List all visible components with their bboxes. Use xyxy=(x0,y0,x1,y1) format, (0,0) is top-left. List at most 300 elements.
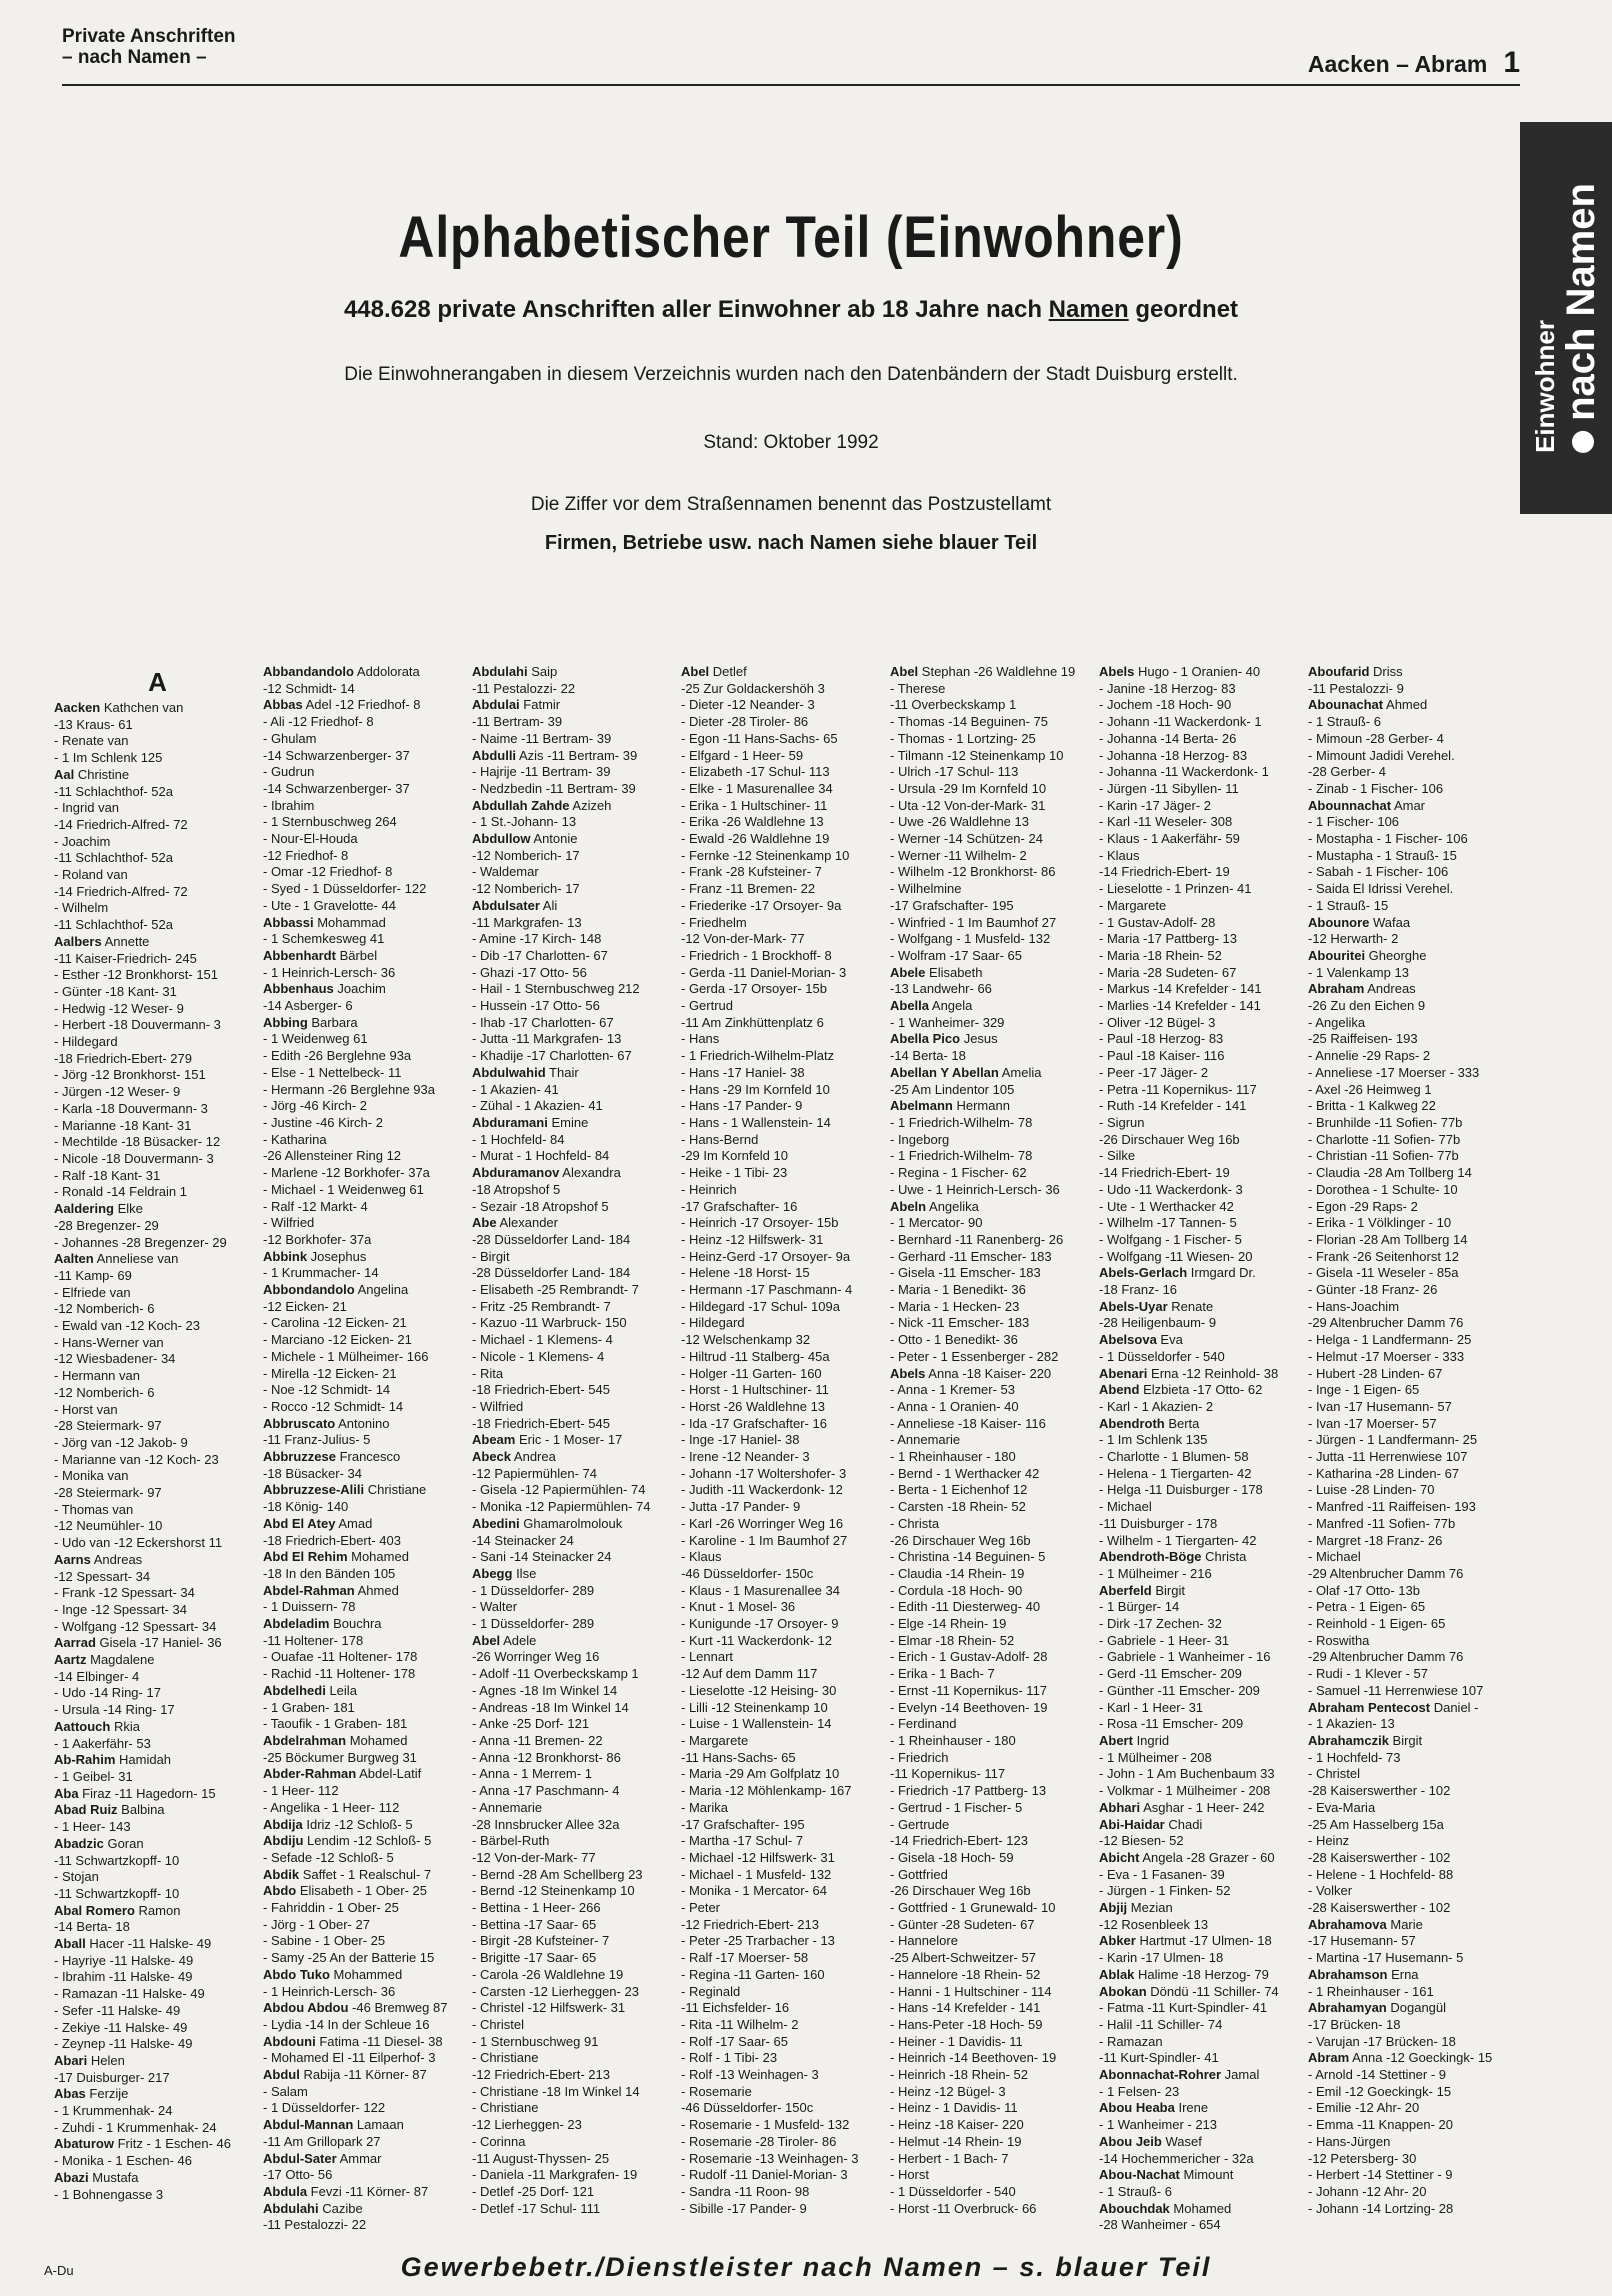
directory-entry: -12 Petersberg- 30 xyxy=(1308,2150,1417,2166)
directory-entry: - Friedhelm xyxy=(681,914,747,930)
surname-heading: Abouchdak xyxy=(1099,2200,1170,2216)
surname-heading: Abegg xyxy=(472,1565,513,1581)
directory-entry: - Janine -18 Herzog- 83 xyxy=(1099,680,1236,696)
directory-entry: - Maria - 1 Benedikt- 36 xyxy=(890,1282,1026,1298)
directory-columns xyxy=(54,664,1522,2240)
surname-heading: Abduramani xyxy=(472,1114,548,1130)
surname-heading: Abrahamova xyxy=(1308,1916,1387,1932)
directory-entry: - Dirk -17 Zechen- 32 xyxy=(1099,1616,1222,1632)
directory-entry: Abal Romero Ramon xyxy=(54,1902,181,1918)
directory-entry: - Erika - 1 Völklinger - 10 xyxy=(1308,1215,1452,1231)
directory-entry: - Else - 1 Nettelbeck- 11 xyxy=(263,1064,402,1080)
directory-entry: - Evelyn -14 Beethoven- 19 xyxy=(890,1699,1048,1715)
directory-entry: Abbenhardt Bärbel xyxy=(263,947,378,963)
directory-entry: - Rosemarie -28 Tiroler- 86 xyxy=(681,2133,837,2149)
surname-heading: Abari xyxy=(54,2052,88,2068)
directory-entry: - Wilhelmine xyxy=(890,881,962,897)
directory-entry: - 1 Friedrich-Wilhelm- 78 xyxy=(890,1148,1033,1164)
directory-entry: -13 Kraus- 61 xyxy=(54,716,133,732)
surname-heading: Abdeladim xyxy=(263,1616,330,1632)
page-number: 1 xyxy=(1503,46,1520,79)
directory-column xyxy=(1308,664,1515,2240)
directory-entry: - Mohamed El -11 Eilperhof- 3 xyxy=(263,2050,436,2066)
directory-entry: - Michael -12 Hilfswerk- 31 xyxy=(681,1849,835,1865)
directory-entry: - 1 Bohnengasse 3 xyxy=(54,2186,164,2202)
directory-entry: Abele Elisabeth xyxy=(890,964,983,980)
directory-entry: Abdel-Rahman Ahmed xyxy=(263,1582,399,1598)
directory-entry: - 1 Im Schlenk 125 xyxy=(54,750,163,766)
directory-entry: -28 Wanheimer - 654 xyxy=(1099,2217,1221,2233)
directory-entry: - Holger -11 Garten- 160 xyxy=(681,1365,822,1381)
directory-entry: Abeln Angelika xyxy=(890,1198,979,1214)
directory-entry: -11 Am Grillopark 27 xyxy=(263,2133,381,2149)
directory-entry: - Anneliese -17 Moerser - 333 xyxy=(1308,1064,1480,1080)
directory-entry: - Arnold -14 Stettiner - 9 xyxy=(1308,2067,1447,2083)
directory-entry: - 1 Düsseldorfer- 289 xyxy=(472,1616,595,1632)
surname-heading: Abendroth xyxy=(1099,1415,1165,1431)
surname-heading: Abbondandolo xyxy=(263,1282,355,1298)
directory-entry: - 1 Düsseldorfer- 122 xyxy=(263,2100,386,2116)
directory-entry: -11 Kaiser-Friedrich- 245 xyxy=(54,950,197,966)
directory-entry: - Carsten -12 Lierheggen- 23 xyxy=(472,1983,639,1999)
surname-heading: Abbruzzese xyxy=(263,1449,336,1465)
directory-entry: - Marianne -18 Kant- 31 xyxy=(54,1117,192,1133)
directory-entry: Abdeladim Bouchra xyxy=(263,1616,382,1632)
directory-entry: -29 Altenbrucher Damm 76 xyxy=(1308,1565,1464,1581)
directory-entry: - Corinna xyxy=(472,2133,526,2149)
directory-entry: -18 Atropshof 5 xyxy=(472,1181,561,1197)
directory-entry: Abbing Barbara xyxy=(263,1014,358,1030)
directory-entry: Abounnachat Amar xyxy=(1308,797,1426,813)
directory-entry: Abonnachat-Rohrer Jamal xyxy=(1099,2067,1260,2083)
directory-entry: - Marlies -14 Krefelder - 141 xyxy=(1099,998,1261,1014)
directory-entry: - Jochem -18 Hoch- 90 xyxy=(1099,697,1232,713)
directory-entry: Abdulai Fatmir xyxy=(472,697,561,713)
directory-entry: - Wilhelm - 1 Tiergarten- 42 xyxy=(1099,1532,1257,1548)
directory-entry: Abend Elzbieta -17 Otto- 62 xyxy=(1099,1382,1263,1398)
directory-entry: - Günther -11 Emscher- 209 xyxy=(1099,1682,1260,1698)
directory-entry: Abdulahi Cazibe xyxy=(263,2200,363,2216)
directory-entry: - Jutta -17 Pander- 9 xyxy=(681,1499,801,1515)
directory-entry: - 1 Wanheimer- 329 xyxy=(890,1014,1005,1030)
directory-entry: - Elfriede van xyxy=(54,1284,131,1300)
directory-entry: - Gertrud xyxy=(681,998,734,1014)
directory-entry: - Murat - 1 Hochfeld- 84 xyxy=(472,1148,610,1164)
directory-entry: - Karl -26 Worringer Weg 16 xyxy=(681,1515,844,1531)
directory-entry: - 1 Felsen- 23 xyxy=(1099,2083,1180,2099)
directory-entry: - Regina - 1 Fischer- 62 xyxy=(890,1165,1027,1181)
directory-entry: -46 Düsseldorfer- 150c xyxy=(681,1565,814,1581)
directory-entry: - 1 Bürger- 14 xyxy=(1099,1599,1180,1615)
directory-entry: - Judith -11 Wackerdonk- 12 xyxy=(681,1482,843,1498)
directory-entry: - Ibrahim xyxy=(263,797,315,813)
directory-entry: - Elizabeth -17 Schul- 113 xyxy=(681,764,830,780)
directory-entry: - Karoline - 1 Im Baumhof 27 xyxy=(681,1532,848,1548)
surname-heading: Abdelhedi xyxy=(263,1682,326,1698)
directory-entry: -11 Schlachthof- 52a xyxy=(54,850,173,866)
directory-entry: Aba Firaz -11 Hagedorn- 15 xyxy=(54,1785,216,1801)
surname-heading: Abounachat xyxy=(1308,697,1384,713)
directory-entry: - Sigrun xyxy=(1099,1114,1145,1130)
directory-entry: - Johann -17 Woltershofer- 3 xyxy=(681,1465,847,1481)
directory-entry: - Marciano -12 Eicken- 21 xyxy=(263,1332,412,1348)
surname-heading: Aboufarid xyxy=(1308,664,1370,679)
directory-entry: Aboufarid Driss xyxy=(1308,664,1403,679)
surname-heading: Abdiju xyxy=(263,1833,304,1849)
surname-heading: Abou Jeib xyxy=(1099,2133,1162,2149)
directory-entry: - 1 Heinrich-Lersch- 36 xyxy=(263,964,396,980)
directory-entry: - Ronald -14 Feldrain 1 xyxy=(54,1184,187,1200)
section-tab-line-1: Einwohner xyxy=(1530,320,1560,453)
directory-entry: - Margarete xyxy=(681,1733,749,1748)
directory-entry: - Dib -17 Charlotten- 67 xyxy=(472,947,608,963)
directory-entry: - Johann -14 Lortzing- 28 xyxy=(1308,2200,1454,2216)
directory-entry: - Hildegard xyxy=(54,1034,118,1050)
directory-entry: - Halil -11 Schiller- 74 xyxy=(1099,2016,1223,2032)
directory-entry: - Johann -12 Ahr- 20 xyxy=(1308,2183,1427,2199)
directory-entry: - Luise - 1 Wallenstein- 14 xyxy=(681,1716,832,1732)
directory-entry: - Maria - 1 Hecken- 23 xyxy=(890,1298,1020,1314)
directory-entry: - Maria -18 Rhein- 52 xyxy=(1099,947,1222,963)
directory-entry: - Herbert -18 Douvermann- 3 xyxy=(54,1017,221,1033)
directory-entry: -12 Papiermühlen- 74 xyxy=(472,1465,598,1481)
directory-entry: Abbas Adel -12 Friedhof- 8 xyxy=(263,697,421,713)
directory-entry: - Maria -28 Sudeten- 67 xyxy=(1099,964,1237,980)
directory-entry: -12 Auf dem Damm 117 xyxy=(681,1666,818,1682)
directory-entry: - Jürgen -11 Sibyllen- 11 xyxy=(1099,780,1239,796)
directory-entry: - Johanna -18 Herzog- 83 xyxy=(1099,747,1248,763)
directory-entry: - Michael xyxy=(1308,1549,1361,1565)
directory-entry: -12 Eicken- 21 xyxy=(263,1298,347,1314)
surname-heading: Abel xyxy=(681,664,710,679)
page-subtitle xyxy=(62,296,1520,324)
directory-entry: -28 Kaiserswerther - 102 xyxy=(1308,1783,1451,1799)
surname-heading: Abbassi xyxy=(263,914,314,930)
directory-entry: Abegg Ilse xyxy=(472,1565,537,1581)
directory-entry: Ablak Halime -18 Herzog- 79 xyxy=(1099,1966,1269,1982)
surname-heading: Abdul xyxy=(263,2067,300,2083)
directory-entry: - 1 Friedrich-Wilhelm-Platz xyxy=(681,1048,835,1064)
directory-entry: - Annelie -29 Raps- 2 xyxy=(1308,1048,1431,1064)
directory-entry: -14 Berta- 18 xyxy=(890,1048,966,1064)
directory-entry: -12 Rosenbleek 13 xyxy=(1099,1916,1209,1932)
directory-entry: -12 Nomberich- 17 xyxy=(472,881,580,897)
directory-entry: - Christel xyxy=(1308,1766,1361,1782)
directory-entry: -11 Schlachthof- 52a xyxy=(54,917,173,933)
directory-entry: - Brigitte -17 Saar- 65 xyxy=(472,1950,597,1966)
directory-entry: Abella Pico Jesus xyxy=(890,1031,998,1047)
directory-entry: - Zühal - 1 Akazien- 41 xyxy=(472,1098,603,1114)
directory-entry: - Heinrich -18 Rhein- 52 xyxy=(890,2067,1029,2083)
surname-heading: Abicht xyxy=(1099,1849,1140,1865)
directory-entry: - Helene -18 Horst- 15 xyxy=(681,1265,810,1281)
directory-entry: Abels-Uyar Renate xyxy=(1099,1298,1214,1314)
directory-entry: - Wolfgang - 1 Musfeld- 132 xyxy=(890,931,1051,947)
surname-heading: Abdulsater xyxy=(472,897,540,913)
directory-entry: Aattouch Rkia xyxy=(54,1718,140,1734)
directory-entry: - Emil -12 Goeckingk- 15 xyxy=(1308,2083,1452,2099)
directory-entry: - Saida El Idrissi Verehel. xyxy=(1308,881,1454,897)
directory-entry: - Günter -18 Franz- 26 xyxy=(1308,1282,1438,1298)
directory-entry: - Gisela -18 Hoch- 59 xyxy=(890,1849,1014,1865)
surname-heading: Aartz xyxy=(54,1652,87,1668)
directory-entry: Abbassi Mohammad xyxy=(263,914,386,930)
directory-entry: - Zuhdi - 1 Krummenhak- 24 xyxy=(54,2119,217,2135)
directory-entry: - Erika - 1 Bach- 7 xyxy=(890,1666,995,1682)
directory-entry: - Esther -12 Bronkhorst- 151 xyxy=(54,967,219,983)
surname-heading: Abd El Atey xyxy=(263,1515,336,1531)
directory-entry: - Rosemarie xyxy=(681,2083,752,2099)
directory-entry: - Bärbel-Ruth xyxy=(472,1833,550,1849)
surname-heading: Abaturow xyxy=(54,2136,114,2152)
surname-heading: Abdul-Mannan xyxy=(263,2117,354,2133)
surname-heading: Abi-Haidar xyxy=(1099,1816,1165,1832)
directory-entry: - 1 Sternbuschweg 91 xyxy=(472,2033,599,2049)
directory-entry: -28 Kaiserswerther - 102 xyxy=(1308,1900,1451,1916)
directory-entry: - Erich - 1 Gustav-Adolf- 28 xyxy=(890,1649,1048,1665)
directory-entry: - Hans -29 Im Kornfeld 10 xyxy=(681,1081,830,1097)
directory-entry: - Wolfgang -12 Spessart- 34 xyxy=(54,1618,217,1634)
surname-heading: Abel xyxy=(472,1632,501,1648)
directory-entry: - Gabriele - 1 Wanheimer - 16 xyxy=(1099,1649,1271,1665)
header-range: Aacken – Abram xyxy=(1307,51,1488,77)
directory-entry: - Birgit xyxy=(472,1248,510,1264)
directory-entry: - Margarete xyxy=(1099,897,1167,913)
directory-entry: - Gerda -17 Orsoyer- 15b xyxy=(681,981,827,997)
directory-entry: - Nour-El-Houda xyxy=(263,831,358,847)
directory-entry: Abdou Abdou -46 Bremweg 87 xyxy=(263,2000,448,2016)
directory-entry: - Kazuo -11 Warbruck- 150 xyxy=(472,1315,627,1331)
directory-entry: - Hermann -26 Berglehne 93a xyxy=(263,1081,435,1097)
directory-entry: - Heinz - 1 Davidis- 11 xyxy=(890,2100,1018,2116)
directory-entry: - Horst -11 Overbruck- 66 xyxy=(890,2200,1037,2216)
directory-entry: Abraham Pentecost Daniel - xyxy=(1308,1699,1479,1715)
directory-entry: - 1 Düsseldorfer - 540 xyxy=(890,2183,1016,2199)
directory-entry: - Angelika - 1 Heer- 112 xyxy=(263,1799,400,1815)
surname-heading: Abbruzzese-Alili xyxy=(263,1482,365,1498)
directory-entry: - Karl - 1 Akazien- 2 xyxy=(1099,1398,1214,1414)
directory-entry: - Jutta -11 Herrenwiese 107 xyxy=(1308,1449,1468,1465)
directory-entry: -18 König- 140 xyxy=(263,1499,349,1515)
directory-entry: - Günter -28 Sudeten- 67 xyxy=(890,1916,1035,1932)
directory-entry: Abram Anna -12 Goeckingk- 15 xyxy=(1308,2050,1493,2066)
intro-stand: Stand: Oktober 1992 xyxy=(703,432,879,453)
directory-entry: - Varujan -17 Brücken- 18 xyxy=(1308,2033,1456,2049)
surname-heading: Abele xyxy=(890,964,926,980)
directory-entry: - Inge - 1 Eigen- 65 xyxy=(1308,1382,1420,1398)
surname-heading: Abker xyxy=(1099,1933,1136,1949)
directory-entry: Abjij Mezian xyxy=(1099,1900,1173,1916)
directory-entry: - Ihab -17 Charlotten- 67 xyxy=(472,1014,614,1030)
directory-entry: - Jürgen - 1 Finken- 52 xyxy=(1099,1883,1231,1899)
directory-entry: - Heinz -18 Kaiser- 220 xyxy=(890,2117,1024,2133)
directory-entry: -11 Holtener- 178 xyxy=(263,1632,364,1648)
directory-entry: - Hans -14 Krefelder - 141 xyxy=(890,2000,1041,2016)
surname-heading: Abd El Rehim xyxy=(263,1549,348,1565)
directory-entry: - Katharina -28 Linden- 67 xyxy=(1308,1465,1460,1481)
directory-entry: - John - 1 Am Buchenbaum 33 xyxy=(1099,1766,1275,1782)
directory-entry: - Friedrich -17 Pattberg- 13 xyxy=(890,1783,1047,1799)
directory-entry: Abbruzzese-Alili Christiane xyxy=(263,1482,427,1498)
directory-entry: -29 Im Kornfeld 10 xyxy=(681,1148,788,1164)
directory-entry: -11 Kurt-Spindler- 41 xyxy=(1099,2050,1219,2066)
directory-entry: - Peter -25 Trarbacher - 13 xyxy=(681,1933,835,1949)
directory-entry: - 1 Sternbuschweg 264 xyxy=(263,814,397,830)
directory-entry: - Rosa -11 Emscher- 209 xyxy=(1099,1716,1244,1732)
directory-entry: - Hans - 1 Wallenstein- 14 xyxy=(681,1114,831,1130)
directory-entry: Abbruscato Antonino xyxy=(263,1415,390,1431)
surname-heading: Abdija xyxy=(263,1816,303,1832)
directory-entry: - Michael xyxy=(1099,1499,1152,1515)
directory-entry: Abels Hugo - 1 Oranien- 40 xyxy=(1099,664,1261,679)
directory-entry: - Omar -12 Friedhof- 8 xyxy=(263,864,393,880)
surname-heading: Abdo Tuko xyxy=(263,1966,330,1982)
directory-entry: - 1 Rheinhauser - 161 xyxy=(1308,1983,1434,1999)
directory-entry: Abeck Andrea xyxy=(472,1449,556,1465)
directory-entry: Aaldering Elke xyxy=(54,1201,143,1217)
directory-entry: - Axel -26 Heimweg 1 xyxy=(1308,1081,1432,1097)
directory-entry: - Elisabeth -25 Rembrandt- 7 xyxy=(472,1282,639,1298)
directory-entry: - Nicole - 1 Klemens- 4 xyxy=(472,1348,605,1364)
directory-entry: Abrahamson Erna xyxy=(1308,1966,1419,1982)
directory-entry: -28 Steiermark- 97 xyxy=(54,1485,162,1501)
directory-entry: - Hermann van xyxy=(54,1368,140,1384)
directory-entry: - Lennart xyxy=(681,1649,734,1665)
directory-entry: - Franz -11 Bremen- 22 xyxy=(681,881,816,897)
directory-entry: -28 Steiermark- 97 xyxy=(54,1418,162,1434)
directory-entry: Abel Adele xyxy=(472,1632,537,1648)
directory-entry: -14 Schwarzenberger- 37 xyxy=(263,780,410,796)
directory-entry: - Carola -26 Waldlehne 19 xyxy=(472,1966,624,1982)
page-title: Alphabetischer Teil (Einwohner) xyxy=(398,205,1184,270)
surname-heading: Abdula xyxy=(263,2183,308,2199)
directory-entry: -17 Otto- 56 xyxy=(263,2167,333,2183)
directory-entry: - Anna -11 Bremen- 22 xyxy=(472,1733,603,1748)
directory-entry: - Anneliese -18 Kaiser- 116 xyxy=(890,1415,1046,1431)
surname-heading: Abjij xyxy=(1099,1900,1128,1916)
directory-entry: -11 Overbeckskamp 1 xyxy=(890,697,1017,713)
directory-entry: -25 Raiffeisen- 193 xyxy=(1308,1031,1418,1047)
directory-entry: -11 Kamp- 69 xyxy=(54,1267,132,1283)
bullet-icon xyxy=(1572,431,1594,453)
surname-heading: Abrahamson xyxy=(1308,1966,1388,1982)
directory-entry: - 1 Heer- 143 xyxy=(54,1819,131,1835)
directory-entry: - Ralf -17 Moerser- 58 xyxy=(681,1950,809,1966)
directory-entry: - Ghulam xyxy=(263,730,317,746)
header-line-1: Private Anschriften xyxy=(62,26,236,47)
directory-entry: - Ralf -12 Markt- 4 xyxy=(263,1198,368,1214)
header-line-2: – nach Namen – xyxy=(62,47,207,68)
directory-entry: - Roswitha xyxy=(1308,1632,1370,1648)
directory-entry: - Werner -14 Schützen- 24 xyxy=(890,831,1043,847)
directory-entry: - Hussein -17 Otto- 56 xyxy=(472,998,600,1014)
directory-entry: - 1 Im Schlenk 135 xyxy=(1099,1432,1208,1448)
directory-entry: -26 Dirschauer Weg 16b xyxy=(890,1532,1031,1548)
directory-entry: - Klaus - 1 Aakerfähr- 59 xyxy=(1099,831,1240,847)
directory-entry: - Samuel -11 Herrenwiese 107 xyxy=(1308,1682,1484,1698)
directory-entry: - Fahriddin - 1 Ober- 25 xyxy=(263,1900,399,1916)
surname-heading: Abels xyxy=(1099,664,1135,679)
directory-entry: - Rachid -11 Holtener- 178 xyxy=(263,1666,416,1682)
directory-entry: - Michael - 1 Weidenweg 61 xyxy=(263,1181,424,1197)
directory-entry: Abadzic Goran xyxy=(54,1835,144,1851)
directory-entry: - Agnes -18 Im Winkel 14 xyxy=(472,1682,618,1698)
directory-entry: - Katharina xyxy=(263,1131,327,1147)
directory-entry: - Annemarie xyxy=(890,1432,961,1448)
directory-entry: - Reinhold - 1 Eigen- 65 xyxy=(1308,1616,1446,1632)
directory-entry: - Elfgard - 1 Heer- 59 xyxy=(681,747,804,763)
directory-entry: - Horst van xyxy=(54,1401,118,1417)
directory-entry: Abdo Tuko Mohammed xyxy=(263,1966,403,1982)
directory-entry: - Friedrich - 1 Brockhoff- 8 xyxy=(681,947,832,963)
directory-entry: - Wilfried xyxy=(472,1398,524,1414)
directory-entry: - Edith -11 Diesterweg- 40 xyxy=(890,1599,1041,1615)
directory-entry: -28 Gerber- 4 xyxy=(1308,764,1387,780)
directory-entry: -26 Allensteiner Ring 12 xyxy=(263,1148,402,1164)
directory-entry: Abicht Angela -28 Grazer - 60 xyxy=(1099,1849,1275,1865)
directory-entry: Abbenhaus Joachim xyxy=(263,981,386,997)
surname-heading: Abbink xyxy=(263,1248,308,1264)
directory-entry: - Marlene -12 Borkhofer- 37a xyxy=(263,1165,430,1181)
directory-entry: -28 Bregenzer- 29 xyxy=(54,1217,159,1233)
surname-heading: Abdulahi xyxy=(472,664,528,679)
directory-entry: - Florian -28 Am Tollberg 14 xyxy=(1308,1231,1468,1247)
directory-entry: - Annemarie xyxy=(472,1799,543,1815)
directory-entry: - Gisela -12 Papiermühlen- 74 xyxy=(472,1482,646,1498)
directory-entry: - Heinz-Gerd -17 Orsoyer- 9a xyxy=(681,1248,851,1264)
directory-entry: - Martha -17 Schul- 7 xyxy=(681,1833,804,1849)
directory-entry: -12 Friedhof- 8 xyxy=(263,847,349,863)
directory-entry: - Regina -11 Garten- 160 xyxy=(681,1966,825,1982)
directory-entry: - Detlef -17 Schul- 111 xyxy=(472,2200,601,2216)
directory-entry: -18 Büsacker- 34 xyxy=(263,1465,362,1481)
directory-entry: - Gisela -11 Weseler - 85a xyxy=(1308,1265,1459,1281)
directory-entry: Abendroth Berta xyxy=(1099,1415,1200,1431)
directory-entry: - Mostapha - 1 Fischer- 106 xyxy=(1308,831,1468,847)
directory-entry: - Martina -17 Husemann- 5 xyxy=(1308,1950,1464,1966)
directory-entry: - 1 Heer- 112 xyxy=(263,1783,339,1799)
directory-entry: - Waldemar xyxy=(472,864,539,880)
directory-entry: - Lydia -14 In der Schleue 16 xyxy=(263,2016,430,2032)
directory-entry: - Khadije -17 Charlotten- 67 xyxy=(472,1048,632,1064)
directory-entry: - Rita -11 Wilhelm- 2 xyxy=(681,2016,799,2032)
directory-entry: Abrahamczik Birgit xyxy=(1308,1733,1423,1748)
directory-entry: - Udo -14 Ring- 17 xyxy=(54,1685,161,1701)
directory-entry: Abella Angela xyxy=(890,998,973,1014)
directory-entry: - 1 Strauß- 15 xyxy=(1308,897,1389,913)
directory-entry: - Irene -12 Neander- 3 xyxy=(681,1449,810,1465)
directory-entry: - Friederike -17 Orsoyer- 9a xyxy=(681,897,842,913)
directory-entry: Abels-Gerlach Irmgard Dr. xyxy=(1099,1265,1256,1281)
directory-entry: - 1 Aakerfähr- 53 xyxy=(54,1735,151,1751)
directory-entry: -11 Markgrafen- 13 xyxy=(472,914,582,930)
directory-entry: - Ewald van -12 Koch- 23 xyxy=(54,1318,200,1334)
directory-entry: Abhari Asghar - 1 Heer- 242 xyxy=(1099,1799,1265,1815)
directory-entry: - Heinz xyxy=(1308,1833,1350,1849)
directory-entry: Abert Ingrid xyxy=(1099,1733,1170,1748)
directory-entry: - Daniela -11 Markgrafen- 19 xyxy=(472,2167,638,2183)
directory-entry: - Silke xyxy=(1099,1148,1136,1164)
directory-entry: - Inge -17 Haniel- 38 xyxy=(681,1432,800,1448)
surname-heading: Aalbers xyxy=(54,933,102,949)
directory-entry: - Rosemarie -13 Weinhagen- 3 xyxy=(681,2150,859,2166)
surname-heading: Abedini xyxy=(472,1515,520,1531)
directory-entry: - Reginald xyxy=(681,1983,741,1999)
directory-entry: -12 Biesen- 52 xyxy=(1099,1833,1184,1849)
directory-entry: Aarrad Gisela -17 Haniel- 36 xyxy=(54,1635,222,1651)
directory-entry: - Heinrich xyxy=(681,1181,737,1197)
directory-entry: - Sefer -11 Halske- 49 xyxy=(54,2002,181,2018)
